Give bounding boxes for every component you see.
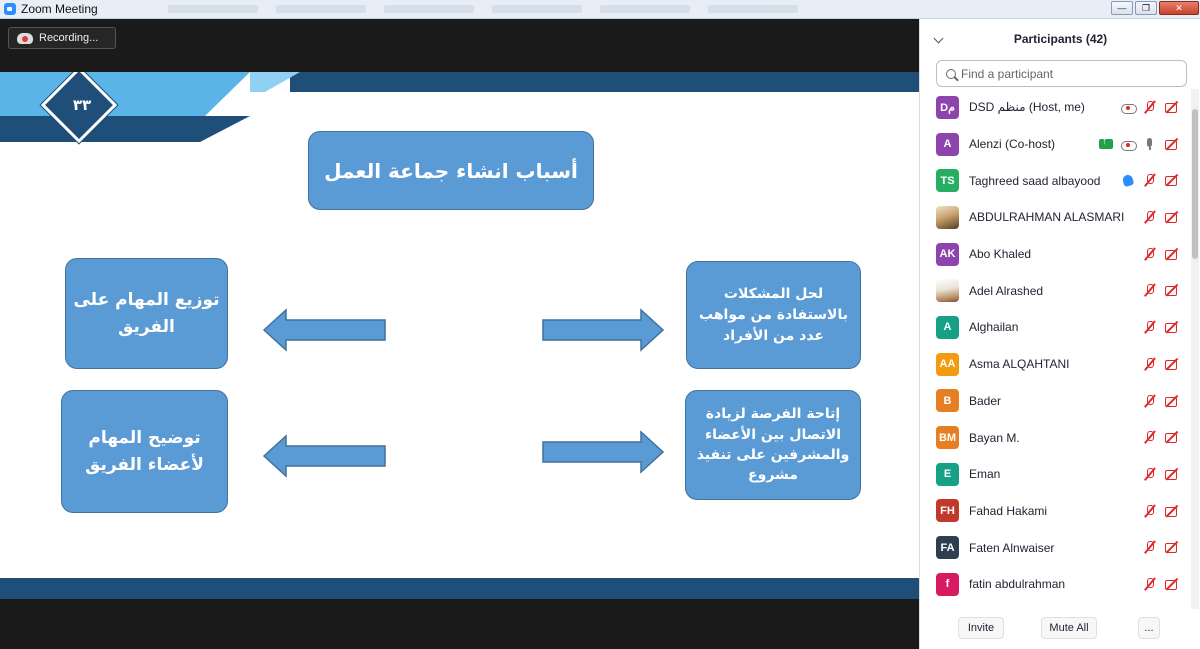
hand-icon	[1121, 173, 1135, 187]
avatar: Dم	[936, 96, 959, 119]
participant-name: ABDULRAHMAN ALASMARI	[969, 210, 1125, 225]
left-arrow-1	[262, 308, 388, 352]
mic-off-icon[interactable]	[1143, 504, 1157, 518]
participant-row[interactable]	[920, 309, 1191, 346]
close-button[interactable]: ✕	[1159, 1, 1199, 15]
video-off-icon[interactable]	[1165, 504, 1179, 518]
video-off-icon[interactable]	[1165, 247, 1179, 261]
participant-name: DSD منظم (Host, me)	[969, 100, 1085, 115]
search-icon	[946, 69, 956, 79]
participant-status-icons	[1121, 89, 1179, 125]
mic-off-icon[interactable]	[1143, 467, 1157, 481]
recording-label: Recording...	[39, 32, 99, 44]
left-box-task-clarification: توضيح المهام لأعضاء الفريق	[61, 390, 228, 513]
share-icon	[1099, 137, 1113, 151]
mic-off-icon[interactable]	[1143, 173, 1157, 187]
avatar: A	[936, 133, 959, 156]
avatar: AK	[936, 243, 959, 266]
mic-off-icon[interactable]	[1143, 283, 1157, 297]
mic-off-icon[interactable]	[1143, 247, 1157, 261]
participant-status-icons	[1143, 346, 1179, 382]
scrollbar-thumb[interactable]	[1192, 109, 1198, 259]
avatar: BM	[936, 426, 959, 449]
video-off-icon[interactable]	[1165, 394, 1179, 408]
slide-bottom-band	[0, 578, 919, 599]
participant-status-icons	[1143, 529, 1179, 565]
participant-name: Bayan M.	[969, 430, 1020, 445]
video-off-icon[interactable]	[1165, 210, 1179, 224]
shared-slide	[0, 72, 919, 599]
participant-name: Fahad Hakami	[969, 503, 1048, 518]
participant-search-input[interactable]	[961, 67, 1181, 81]
minimize-button[interactable]: —	[1111, 1, 1133, 15]
zoom-logo-icon	[4, 3, 16, 15]
participant-row[interactable]	[920, 162, 1191, 199]
right-arrow-1	[540, 308, 666, 352]
cloud-icon	[1121, 100, 1135, 114]
slide-corner-dark	[0, 116, 250, 142]
participant-status-icons	[1121, 162, 1179, 198]
participant-status-icons	[1143, 309, 1179, 345]
participant-name: Bader	[969, 393, 1002, 408]
window-title: Zoom Meeting	[21, 2, 98, 16]
participant-status-icons	[1143, 566, 1179, 602]
participant-name: Abo Khaled	[969, 247, 1032, 262]
mic-off-icon[interactable]	[1143, 430, 1157, 444]
slide-corner-light	[0, 72, 250, 116]
participants-title: Participants (42)	[1013, 32, 1108, 46]
mic-off-icon[interactable]	[1143, 210, 1157, 224]
participant-row[interactable]	[920, 383, 1191, 420]
recording-indicator[interactable]	[8, 27, 116, 49]
avatar: f	[936, 573, 959, 596]
right-arrow-2	[540, 430, 666, 474]
participant-row[interactable]	[920, 493, 1191, 530]
participant-name: fatin abdulrahman	[969, 577, 1066, 592]
participant-status-icons	[1143, 456, 1179, 492]
avatar: FA	[936, 536, 959, 559]
video-off-icon[interactable]	[1165, 540, 1179, 554]
window-controls	[1110, 0, 1200, 17]
participant-row[interactable]	[920, 566, 1191, 603]
video-off-icon[interactable]	[1165, 357, 1179, 371]
cloud-recording-icon	[17, 33, 33, 44]
mic-off-icon[interactable]	[1143, 394, 1157, 408]
participant-row[interactable]	[920, 456, 1191, 493]
video-off-icon[interactable]	[1165, 577, 1179, 591]
participant-row[interactable]	[920, 346, 1191, 383]
video-off-icon[interactable]	[1165, 283, 1179, 297]
restore-button[interactable]: ❐	[1135, 1, 1157, 15]
participant-name: Asma ALQAHTANI	[969, 357, 1070, 372]
participant-status-icons	[1143, 493, 1179, 529]
mic-on-icon[interactable]	[1143, 137, 1157, 151]
participant-name: Adel Alrashed	[969, 283, 1044, 298]
participant-list	[920, 89, 1191, 609]
video-off-icon[interactable]	[1165, 173, 1179, 187]
mic-off-icon[interactable]	[1143, 100, 1157, 114]
participant-row[interactable]	[920, 419, 1191, 456]
avatar: B	[936, 389, 959, 412]
meeting-view	[0, 19, 919, 649]
right-box-problem-solving: لحل المشكلات بالاستفادة من مواهب عدد من الأفراد	[686, 261, 861, 369]
participant-status-icons	[1143, 199, 1179, 235]
participant-name: Eman	[969, 467, 1001, 482]
more-options-button[interactable]: ...	[1138, 617, 1160, 639]
mute-all-button[interactable]: Mute All	[1041, 617, 1097, 639]
participant-row[interactable]	[920, 126, 1191, 163]
invite-button[interactable]: Invite	[958, 617, 1004, 639]
slide-top-band	[290, 72, 919, 92]
mic-off-icon[interactable]	[1143, 357, 1157, 371]
participant-name: Taghreed saad albayood	[969, 173, 1101, 188]
participant-status-icons	[1143, 272, 1179, 308]
participant-search[interactable]	[936, 60, 1187, 87]
video-off-icon[interactable]	[1165, 320, 1179, 334]
participant-name: Faten Alnwaiser	[969, 540, 1055, 555]
mic-off-icon[interactable]	[1143, 540, 1157, 554]
participant-list-scrollbar[interactable]	[1191, 89, 1199, 609]
participant-row[interactable]	[920, 199, 1191, 236]
cloud-icon	[1121, 137, 1135, 151]
mic-off-icon[interactable]	[1143, 320, 1157, 334]
right-box-communication: إتاحة الفرصة لزيادة الاتصال بين الأعضاء والمشرفين على تنفيذ مشروع	[685, 390, 861, 500]
background-taskbar	[168, 5, 798, 13]
participant-status-icons	[1099, 126, 1179, 162]
participant-name: Alenzi (Co-host)	[969, 137, 1056, 152]
panel-header	[920, 19, 1200, 59]
participants-panel	[919, 19, 1200, 649]
avatar	[936, 279, 959, 302]
avatar: E	[936, 463, 959, 486]
avatar: TS	[936, 169, 959, 192]
participant-status-icons	[1143, 236, 1179, 272]
panel-footer	[920, 609, 1200, 649]
participant-status-icons	[1143, 419, 1179, 455]
avatar: FH	[936, 499, 959, 522]
slide-page-number: ٣٣	[72, 96, 92, 114]
video-off-icon[interactable]	[1165, 100, 1179, 114]
video-off-icon[interactable]	[1165, 467, 1179, 481]
mic-off-icon[interactable]	[1143, 577, 1157, 591]
participant-status-icons	[1143, 383, 1179, 419]
avatar: AA	[936, 353, 959, 376]
participant-name: Alghailan	[969, 320, 1019, 335]
participant-row[interactable]	[920, 272, 1191, 309]
avatar: A	[936, 316, 959, 339]
slide-title-box: أسباب انشاء جماعة العمل	[308, 131, 594, 210]
left-box-task-distribution: توزيع المهام على الفريق	[65, 258, 228, 369]
avatar	[936, 206, 959, 229]
title-bar	[0, 0, 1200, 19]
video-off-icon[interactable]	[1165, 430, 1179, 444]
participant-row[interactable]	[920, 529, 1191, 566]
participant-row[interactable]	[920, 236, 1191, 273]
video-off-icon[interactable]	[1165, 137, 1179, 151]
left-arrow-2	[262, 434, 388, 478]
participant-row[interactable]	[920, 89, 1191, 126]
